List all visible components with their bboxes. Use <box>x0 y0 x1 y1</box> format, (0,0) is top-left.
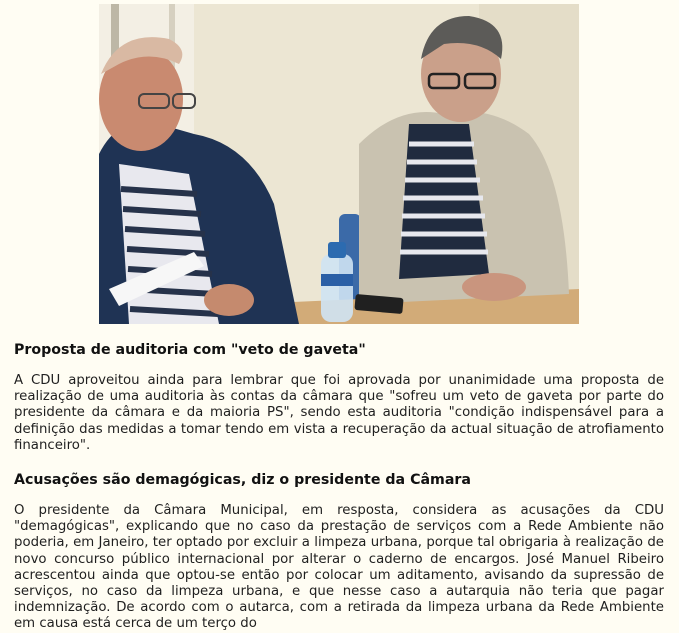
article-content <box>14 330 664 633</box>
section-paragraph: A CDU aproveitou ainda para lembrar que foi aprovada por unanimidade uma proposta de realização de uma auditoria às contas da câmara que "sofreu um veto de gaveta por parte do presidente da câmara e da maioria PS", sendo esta auditoria "condição indispensável para a definição das medidas a tomar tendo em vista a recuperação da actual situação de atrofiamento financeiro". <box>14 373 664 453</box>
section-heading: Proposta de auditoria com "veto de gaveta" <box>14 342 366 358</box>
section-paragraph: O presidente da Câmara Municipal, em resposta, considera as acusações da CDU "demagógicas", explicando que no caso da prestação de serviços com a Rede Ambiente não poderia, em Janeiro, ter optado por excluir a limpeza urbana, porque tal obrigaria à realização de novo concurso público internacional por alterar o caderno de encargos. José Manuel Ribeiro acrescentou ainda que optou-se então por colocar um aditamento, avisando da supressão de serviços, no caso da limpeza urbana, e que nesse caso a autarquia não teria que pagar indemnização. De acordo com o autarca, com a retirada da limpeza urbana da Rede Ambiente em causa está cerca de um terço do <box>14 503 664 632</box>
article-photo <box>99 4 579 324</box>
section-heading: Acusações são demagógicas, diz o presidente da Câmara <box>14 472 471 489</box>
